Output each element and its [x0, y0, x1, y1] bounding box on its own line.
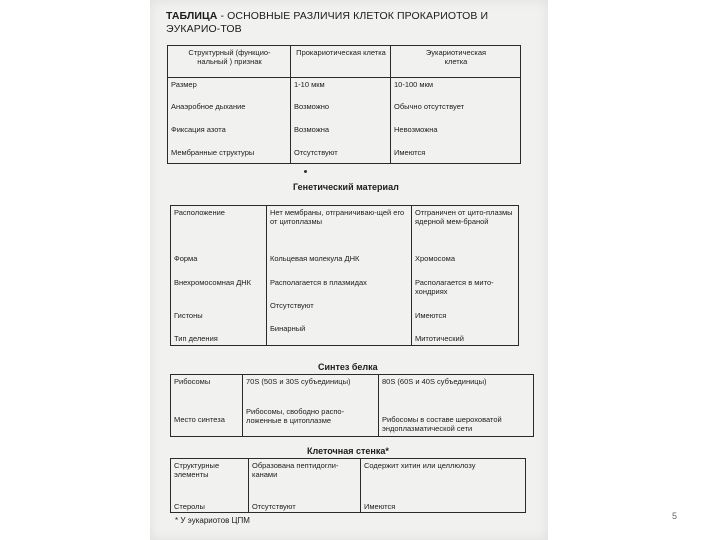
- table-cell: Мембранные структуры: [171, 148, 255, 157]
- table-cell: 70S (50S и 30S субъединицы): [246, 377, 351, 386]
- page-title: ТАБЛИЦА - ОСНОВНЫЕ РАЗЛИЧИЯ КЛЕТОК ПРОКАРИОТОВ И ЭУКАРИО-ТОВ: [166, 10, 489, 35]
- table-cell: 80S (60S и 40S субъединицы): [382, 377, 487, 386]
- table-cell: Отсутствуют: [252, 502, 296, 511]
- table-cell: Гистоны: [174, 311, 203, 320]
- table-cell: Невозможна: [394, 125, 438, 134]
- table-cell: Возможно: [294, 102, 330, 111]
- differences-table: [167, 45, 521, 164]
- table-cell: Стеролы: [174, 502, 205, 511]
- table-cell: Рибосомы в составе шероховатой эндоплазматической сети: [382, 415, 502, 433]
- footnote: * У эукариотов ЦПМ: [175, 516, 250, 525]
- table-cell: Возможна: [294, 125, 330, 134]
- eukaryote-column: [361, 459, 526, 513]
- prokaryote-column: [291, 78, 391, 164]
- table-cell: Рибосомы, свободно распо-ложенные в цитоплазме: [246, 407, 345, 425]
- table-header: Структурный (функцио-нальный ) признак: [168, 46, 291, 78]
- table-header: Прокариотическая клетка: [291, 46, 391, 78]
- table-cell: Расположение: [174, 208, 225, 217]
- table-cell: Отграничен от цито-плазмы ядерной мем-браной: [415, 208, 513, 226]
- prokaryote-column: [249, 459, 361, 513]
- feature-column: [171, 459, 249, 513]
- table-cell: Рибосомы: [174, 377, 211, 386]
- feature-column: [171, 375, 243, 437]
- page-number: 5: [672, 511, 678, 521]
- eukaryote-column: [412, 206, 519, 346]
- table-cell: Отсутствуют: [294, 148, 338, 157]
- prokaryote-column: [243, 375, 379, 437]
- table-cell: Внехромосомная ДНК: [174, 278, 252, 287]
- prokaryote-column: [267, 206, 412, 346]
- section-title-protein: Синтез белка: [318, 362, 378, 372]
- table-cell: Место синтеза: [174, 415, 225, 424]
- table-cell: Форма: [174, 254, 198, 263]
- table-cell: 10-100 мкм: [394, 80, 434, 89]
- table-cell: Структурные элементы: [174, 461, 220, 479]
- table-cell: Митотический: [415, 334, 464, 343]
- table-cell: Имеются: [415, 311, 447, 320]
- table-cell: Анаэробное дыхание: [171, 102, 246, 111]
- table-cell: Бинарный: [270, 324, 306, 333]
- table-cell: Располагается в плазмидах: [270, 278, 367, 287]
- table-cell: Кольцевая молекула ДНК: [270, 254, 360, 263]
- table-header: Эукариотическая клетка: [391, 46, 521, 78]
- scan-mark: [304, 170, 307, 173]
- table-cell: Фиксация азота: [171, 125, 226, 134]
- table-cell: Хромосома: [415, 254, 456, 263]
- table-cell: Образована пептидогли-канами: [252, 461, 339, 479]
- table-cell: Отсутствуют: [270, 301, 314, 310]
- table-cell: Обычно отсутствует: [394, 102, 465, 111]
- table-cell: Имеются: [394, 148, 426, 157]
- table-cell: 1-10 мкм: [294, 80, 325, 89]
- eukaryote-column: [391, 78, 521, 164]
- table-cell: Тип деления: [174, 334, 218, 343]
- table-cell: Содержит хитин или целлюлозу: [364, 461, 476, 470]
- protein-synthesis-table: [170, 374, 534, 437]
- section-title-cell-wall: Клеточная стенка*: [307, 446, 389, 456]
- genetic-material-table: [170, 205, 519, 346]
- table-cell: Нет мембраны, отграничиваю-щей его от цитоплазмы: [270, 208, 405, 226]
- section-title-genetic: Генетический материал: [293, 182, 399, 192]
- table-cell: Размер: [171, 80, 197, 89]
- table-cell: Имеются: [364, 502, 396, 511]
- feature-column: [171, 206, 267, 346]
- table-cell: Располагается в мито-хондриях: [415, 278, 494, 296]
- cell-wall-table: [170, 458, 526, 513]
- feature-column: [168, 78, 291, 164]
- eukaryote-column: [379, 375, 534, 437]
